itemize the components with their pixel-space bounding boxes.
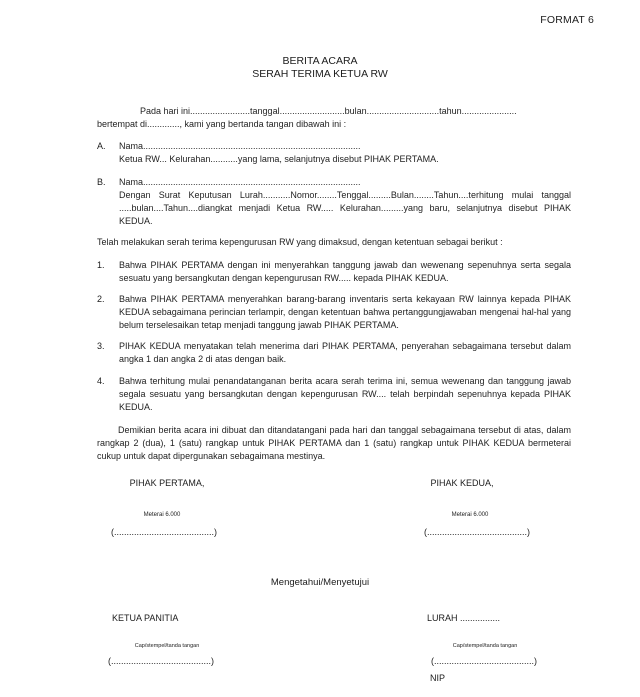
closing-text: Demikian berita acara ini dibuat dan ditandatangani pada hari dan tanggal sebagaimana tersebut di atas, dalam rangkap 2 (dua), 1 (satu) rangkap untuk PIHAK PERTAMA dan 1 (satu) rangkap untuk PIHAK KEDUA bermeterai cukup untuk dapat dipergunakan sebagaimana mestinya.	[97, 425, 571, 461]
party-b-stamp-label: Meterai 6.000	[451, 512, 489, 518]
party-b-letter: B.	[97, 177, 106, 187]
party-b-name: Nama.......................................................................................	[119, 177, 361, 187]
committee-chair-title: KETUA PANITIA	[112, 613, 179, 623]
item-number: 3.	[97, 341, 105, 351]
lurah-stamp-label: Cap/stempel/tanda tangan	[452, 643, 518, 649]
acknowledge-label: Mengetahui/Menyetujui	[270, 577, 370, 588]
party-a-sign-title: PIHAK PERTAMA,	[129, 478, 205, 488]
intro-text: Telah melakukan serah terima kepengurusan RW yang dimaksud, dengan ketentuan sebagai berikut :	[97, 237, 503, 247]
party-a-signature-line: (........................................)	[110, 527, 217, 537]
format-label: FORMAT 6	[540, 14, 594, 26]
document-title: BERITA ACARA	[282, 55, 358, 67]
lurah-title: LURAH ................	[427, 613, 501, 623]
lurah-signature-line: (........................................)	[430, 656, 537, 666]
document-subtitle: SERAH TERIMA KETUA RW	[252, 68, 388, 80]
party-b-signature-line: (........................................)	[423, 527, 530, 537]
item-text: Bahwa terhitung mulai penandatanganan berita acara serah terima ini, semua wewenang dan tanggung jawab segala sesuatu yang bersangkutan dengan kepengurusan RW.... telah berpindah sepenuhnya kepada PIHAK KEDUA.	[119, 376, 571, 412]
item-number: 1.	[97, 260, 105, 270]
party-a-detail: Ketua RW... Kelurahan...........yang lama, selanjutnya disebut PIHAK PERTAMA.	[119, 154, 439, 164]
party-a-stamp-label: Meterai 6.000	[143, 512, 181, 518]
party-a-name: Nama.......................................................................................	[119, 141, 361, 151]
opening-line-2: bertempat di............., kami yang bertanda tangan dibawah ini :	[97, 119, 347, 129]
party-b-sign-title: PIHAK KEDUA,	[430, 478, 494, 488]
item-number: 2.	[97, 294, 105, 304]
item-number: 4.	[97, 376, 105, 386]
item-text: Bahwa PIHAK PERTAMA dengan ini menyerahkan tanggung jawab dan wewenang sepenuhnya serta segala sesuatu yang bersangkutan dengan kepengurusan RW..... kepada PIHAK KEDUA.	[119, 260, 571, 283]
committee-chair-stamp-label: Cap/stempel/tanda tangan	[134, 643, 200, 649]
item-text: Bahwa PIHAK PERTAMA menyerahkan barang-barang inventaris serta kekayaan RW lainnya kepada PIHAK KEDUA sebagaimana perincian terlampir, dengan ketentuan bahwa pertanggungjawaban mengenai hal-hal yang belum terselesaikan tetap menjadi tanggung jawab PIHAK PERTAMA.	[119, 294, 571, 330]
lurah-nip-label: NIP	[430, 673, 446, 683]
opening-line-1: Pada hari ini........................tanggal..........................bulan.............................tahun......................	[140, 106, 517, 116]
party-b-detail: Dengan Surat Keputusan Lurah...........Nomor........Tenggal.........Bulan........Tahun....terhitung mulai tanggal .....bulan....Tahun....diangkat menjadi Ketua RW..... Kelurahan.........yang baru, selanjutnya disebut PIHAK KEDUA.	[119, 190, 571, 226]
item-text: PIHAK KEDUA menyatakan telah menerima dari PIHAK PERTAMA, penyerahan sebagaimana tersebut dalam angka 1 dan angka 2 di atas dengan baik.	[119, 341, 571, 364]
party-a-letter: A.	[97, 141, 106, 151]
committee-chair-signature-line: (........................................)	[107, 656, 214, 666]
